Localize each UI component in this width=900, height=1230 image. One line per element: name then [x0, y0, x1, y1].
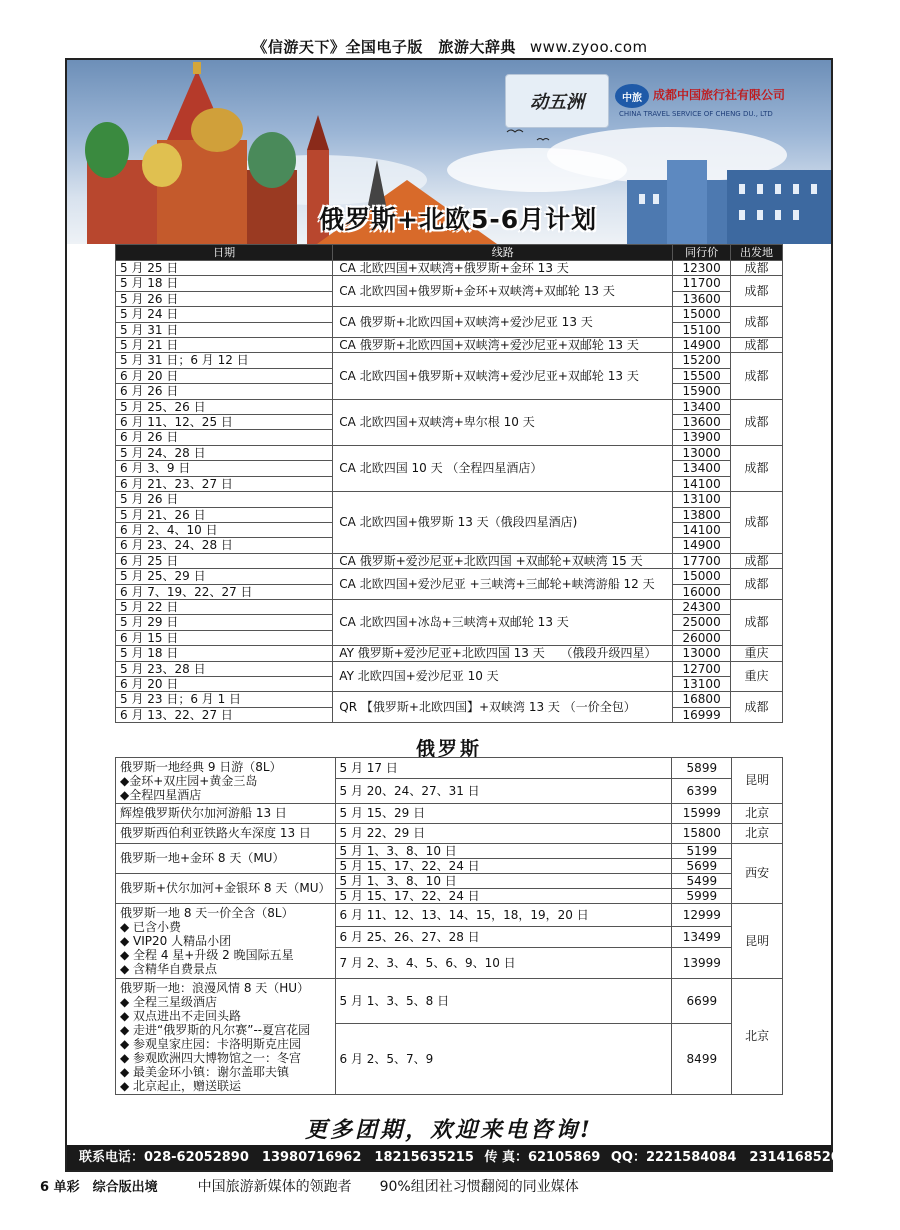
tour-date: 5 月 29 日: [116, 615, 333, 630]
tour-route: QR 【俄罗斯+北欧四国】+双峡湾 13 天 （一价全包）: [333, 692, 673, 723]
tour-name: 俄罗斯一地经典 9 日游（8L）: [120, 759, 282, 774]
table-row: [116, 569, 783, 584]
tour-dates: 6 月 11、12、13、14、15，18，19，20 日: [335, 904, 672, 927]
tour-date: 6 月 15 日: [116, 630, 333, 645]
tour-dates: 5 月 15、29 日: [335, 804, 672, 824]
tour-dates: 5 月 1、3、8、10 日: [335, 874, 672, 889]
tour-price: 12700: [673, 661, 731, 676]
tour-departure: 成都: [731, 569, 783, 600]
wudong-logo: [505, 74, 609, 128]
footer-slogan-1: 中国旅游新媒体的领跑者: [197, 1179, 352, 1195]
tour-departure: 重庆: [731, 661, 783, 692]
table-row: [116, 904, 783, 927]
table-row: [116, 307, 783, 322]
tour-departure: 成都: [731, 492, 783, 554]
tour-price: 12999: [672, 904, 732, 927]
table-row: [116, 492, 783, 507]
tour-price: 13600: [673, 291, 731, 306]
tour-feature: ◆ 参观皇家庄园：卡洛明斯克庄园: [120, 1036, 302, 1051]
tour-date: 5 月 21、26 日: [116, 507, 333, 522]
ad-frame: [65, 58, 840, 1172]
tour-price: 15500: [673, 368, 731, 383]
tour-feature: ◆ 双点进出不走回头路: [120, 1008, 242, 1023]
table-row: [116, 804, 783, 824]
banner-title: 俄罗斯+北欧5-6月计划: [319, 205, 598, 234]
tour-price: 5999: [672, 889, 732, 904]
tour-feature: ◆ 北京起止，赠送联运: [120, 1078, 242, 1093]
tour-route: CA 北欧四国+双峡湾+俄罗斯+金环 13 天: [333, 261, 673, 276]
tour-name-cell: [116, 904, 336, 979]
tour-price: 15800: [672, 824, 732, 844]
tour-feature: ◆ 含精华自费景点: [120, 962, 218, 976]
tour-departure: 北京: [732, 824, 783, 844]
tour-date: 6 月 20 日: [116, 676, 333, 691]
tour-feature: ◆ 走进“俄罗斯的凡尔赛”--夏宫花园: [120, 1022, 311, 1037]
tour-price: 15999: [672, 804, 732, 824]
cts-name-en: CHINA TRAVEL SERVICE OF CHENG DU., LTD: [619, 110, 773, 118]
tour-price: 16000: [673, 584, 731, 599]
tour-price: 13100: [673, 676, 731, 691]
tour-date: 5 月 25、29 日: [116, 569, 333, 584]
tour-date: 6 月 20 日: [116, 368, 333, 383]
tour-date: 6 月 3、9 日: [116, 461, 333, 476]
europe-tour-table: [115, 244, 783, 723]
tour-date: 5 月 26 日: [116, 291, 333, 306]
tour-departure: 成都: [731, 445, 783, 491]
tour-price: 16800: [673, 692, 731, 707]
tour-departure: 成都: [731, 261, 783, 276]
cts-emblem-icon: [615, 84, 649, 108]
tour-date: 5 月 31 日；6 月 12 日: [116, 353, 333, 368]
tour-feature: ◆ VIP20 人精品小团: [120, 934, 232, 948]
tour-price: 25000: [673, 615, 731, 630]
tour-date: 6 月 26 日: [116, 384, 333, 399]
tour-date: 6 月 11、12、25 日: [116, 415, 333, 430]
tour-route: CA 北欧四国+爱沙尼亚 +三峡湾+三邮轮+峡湾游船 12 天: [333, 569, 673, 600]
tour-price: 13000: [673, 646, 731, 661]
table-row: [116, 979, 783, 1024]
table-row: [116, 599, 783, 614]
tour-feature: ◆ 全程 4 星+升级 2 晚国际五星: [120, 948, 294, 962]
col-route: 线路: [333, 245, 673, 261]
banner: [67, 60, 831, 244]
tour-route: CA 北欧四国+双峡湾+卑尔根 10 天: [333, 399, 673, 445]
tour-date: 6 月 21、23、27 日: [116, 476, 333, 491]
tour-feature: ◆金环+双庄园+黄金三岛: [120, 773, 258, 788]
tour-departure: 成都: [731, 353, 783, 399]
tour-price: 15900: [673, 384, 731, 399]
table-row: [116, 399, 783, 414]
russia-tour-table: [115, 757, 783, 1095]
table-row: [116, 646, 783, 661]
table-header-row: [116, 245, 783, 261]
tour-price: 14100: [673, 476, 731, 491]
tour-dates: 5 月 1、3、5、8 日: [335, 979, 672, 1024]
tour-price: 24300: [673, 599, 731, 614]
col-price: 同行价: [673, 245, 731, 261]
tour-route: CA 北欧四国+冰岛+三峡湾+双邮轮 13 天: [333, 599, 673, 645]
tour-route: CA 北欧四国+俄罗斯+金环+双峡湾+双邮轮 13 天: [333, 276, 673, 307]
tour-departure: 成都: [731, 307, 783, 338]
tour-price: 16999: [673, 707, 731, 722]
tour-departure: 成都: [731, 276, 783, 307]
tour-dates: 7 月 2、3、4、5、6、9、10 日: [335, 948, 672, 979]
tour-price: 14100: [673, 522, 731, 537]
tour-name-cell: [116, 979, 336, 1095]
tour-dates: 5 月 22、29 日: [335, 824, 672, 844]
tour-price: 15000: [673, 569, 731, 584]
tour-price: 15200: [673, 353, 731, 368]
tour-dates: 5 月 17 日: [335, 758, 672, 779]
tour-dates: 5 月 15、17、22、24 日: [335, 859, 672, 874]
tour-feature: ◆ 全程三星级酒店: [120, 994, 218, 1009]
page-label: 6 单彩 综合版出境: [40, 1180, 158, 1195]
tour-price: 15000: [673, 307, 731, 322]
tour-date: 5 月 23 日；6 月 1 日: [116, 692, 333, 707]
tour-dates: 5 月 20、24、27、31 日: [335, 779, 672, 804]
tour-departure: 昆明: [732, 758, 783, 804]
page-header: [0, 36, 900, 57]
tour-date: 5 月 24、28 日: [116, 445, 333, 460]
col-departure: 出发地: [731, 245, 783, 261]
contact-fax: 传 真：62105869: [484, 1150, 601, 1165]
table-row: [116, 844, 783, 859]
tour-date: 5 月 23、28 日: [116, 661, 333, 676]
table-row: [116, 553, 783, 568]
tour-price: 14900: [673, 338, 731, 353]
tour-price: 5699: [672, 859, 732, 874]
tour-name: 俄罗斯一地+金环 8 天（MU）: [116, 844, 336, 874]
tour-route: AY 俄罗斯+爱沙尼亚+北欧四国 13 天 （俄段升级四星）: [333, 646, 673, 661]
tour-departure: 西安: [732, 844, 783, 904]
tour-date: 5 月 18 日: [116, 276, 333, 291]
tour-dates: 5 月 1、3、8、10 日: [335, 844, 672, 859]
table-row: [116, 445, 783, 460]
tour-departure: 成都: [731, 553, 783, 568]
tour-feature: ◆ 参观欧洲四大博物馆之一：冬宫: [120, 1050, 302, 1065]
tour-date: 5 月 24 日: [116, 307, 333, 322]
table-row: [116, 692, 783, 707]
tour-price: 12300: [673, 261, 731, 276]
tour-name: 俄罗斯+伏尔加河+金银环 8 天（MU）: [116, 874, 336, 904]
tour-route: CA 北欧四国+俄罗斯 13 天（俄段四星酒店): [333, 492, 673, 554]
tour-price: 13400: [673, 461, 731, 476]
footer-slogan-2: 90%组团社习惯翻阅的同业媒体: [379, 1179, 579, 1195]
tour-departure: 重庆: [731, 646, 783, 661]
tour-date: 5 月 18 日: [116, 646, 333, 661]
cts-name: 成都中国旅行社有限公司: [653, 88, 786, 102]
header-url[interactable]: www.zyoo.com: [529, 38, 648, 56]
tour-date: 6 月 2、4、10 日: [116, 522, 333, 537]
cts-emblem-text: 中旅: [622, 92, 642, 104]
tour-price: 17700: [673, 553, 731, 568]
contact-phone[interactable]: 联系电话：028-62052890 13980716962 18215635215: [79, 1150, 474, 1165]
russia-section-title: 俄罗斯: [415, 738, 482, 760]
tour-price: 13000: [673, 445, 731, 460]
table-row: [116, 661, 783, 676]
tour-route: CA 俄罗斯+北欧四国+双峡湾+爱沙尼亚+双邮轮 13 天: [333, 338, 673, 353]
tour-name: 辉煌俄罗斯伏尔加河游船 13 日: [116, 804, 336, 824]
tour-date: 5 月 25 日: [116, 261, 333, 276]
tour-date: 5 月 21 日: [116, 338, 333, 353]
table-row: [116, 353, 783, 368]
tour-dates: 6 月 2、5、7、9: [335, 1024, 672, 1095]
tour-price: 6699: [672, 979, 732, 1024]
tour-price: 5899: [672, 758, 732, 779]
slogan: 更多团期，欢迎来电咨询!: [305, 1117, 593, 1143]
table-row: [116, 824, 783, 844]
tour-departure: 北京: [732, 979, 783, 1095]
tour-price: 6399: [672, 779, 732, 804]
col-date: 日期: [116, 245, 333, 261]
tour-name: 俄罗斯一地：浪漫风情 8 天（HU）: [120, 980, 310, 995]
tour-date: 6 月 26 日: [116, 430, 333, 445]
tour-date: 6 月 7、19、22、27 日: [116, 584, 333, 599]
tour-route: AY 北欧四国+爱沙尼亚 10 天: [333, 661, 673, 692]
tour-price: 5199: [672, 844, 732, 859]
tour-date: 6 月 25 日: [116, 553, 333, 568]
header-title: 《信游天下》全国电子版 旅游大辞典: [252, 38, 516, 56]
tour-date: 6 月 23、24、28 日: [116, 538, 333, 553]
tour-feature: ◆ 已含小费: [120, 920, 182, 934]
tour-route: CA 北欧四国+俄罗斯+双峡湾+爱沙尼亚+双邮轮 13 天: [333, 353, 673, 399]
tour-date: 6 月 13、22、27 日: [116, 707, 333, 722]
table-row: [116, 338, 783, 353]
tour-price: 13499: [672, 927, 732, 948]
tour-price: 13400: [673, 399, 731, 414]
tour-date: 5 月 26 日: [116, 492, 333, 507]
tour-date: 5 月 25、26 日: [116, 399, 333, 414]
tour-departure: 北京: [732, 804, 783, 824]
tour-dates: 5 月 15、17、22、24 日: [335, 889, 672, 904]
tour-feature: ◆ 最美金环小镇：谢尔盖耶夫镇: [120, 1064, 290, 1079]
tour-departure: 成都: [731, 599, 783, 645]
tour-departure: 成都: [731, 399, 783, 445]
tour-price: 5499: [672, 874, 732, 889]
table-row: [116, 261, 783, 276]
tour-price: 13600: [673, 415, 731, 430]
tour-price: 8499: [672, 1024, 732, 1095]
table-row: [116, 276, 783, 291]
tour-price: 13999: [672, 948, 732, 979]
tour-name: 俄罗斯西伯利亚铁路火车深度 13 日: [116, 824, 336, 844]
table-row: [116, 758, 783, 779]
tour-departure: 成都: [731, 692, 783, 723]
tour-price: 13100: [673, 492, 731, 507]
tour-date: 5 月 31 日: [116, 322, 333, 337]
wudong-logo-text: 动五洲: [530, 92, 584, 113]
tour-route: CA 俄罗斯+北欧四国+双峡湾+爱沙尼亚 13 天: [333, 307, 673, 338]
tour-price: 13900: [673, 430, 731, 445]
contact-bar: [67, 1145, 840, 1170]
tour-name-cell: [116, 758, 336, 804]
page-footer: [40, 1176, 900, 1196]
tour-feature: ◆全程四星酒店: [120, 787, 202, 802]
tour-price: 13800: [673, 507, 731, 522]
tour-date: 5 月 22 日: [116, 599, 333, 614]
tour-route: CA 俄罗斯+爱沙尼亚+北欧四国 +双邮轮+双峡湾 15 天: [333, 553, 673, 568]
tour-price: 11700: [673, 276, 731, 291]
tour-price: 14900: [673, 538, 731, 553]
tour-route: CA 北欧四国 10 天 （全程四星酒店）: [333, 445, 673, 491]
tour-price: 15100: [673, 322, 731, 337]
tour-departure: 昆明: [732, 904, 783, 979]
europe-tour-rows: [116, 261, 783, 723]
tour-departure: 成都: [731, 338, 783, 353]
table-row: [116, 874, 783, 889]
contact-qq[interactable]: QQ：2221584084 2314168520: [610, 1150, 840, 1165]
tour-name: 俄罗斯一地 8 天一价全含（8L）: [120, 906, 294, 920]
tour-price: 26000: [673, 630, 731, 645]
tour-dates: 6 月 25、26、27、28 日: [335, 927, 672, 948]
cts-logo: [615, 80, 825, 124]
